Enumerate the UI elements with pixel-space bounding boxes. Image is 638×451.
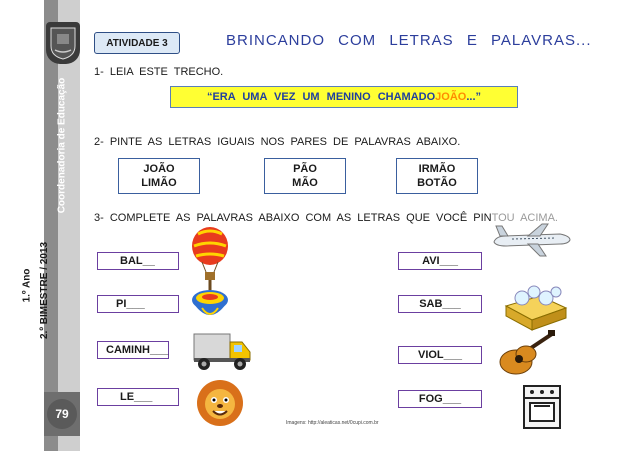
word-blank-left[interactable]: CAMINH___	[97, 341, 169, 359]
city-crest-icon	[46, 22, 80, 64]
lion-icon	[194, 378, 246, 428]
word-blank-left[interactable]: BAL__	[97, 252, 179, 270]
airplane-icon	[492, 222, 572, 258]
word-pair-top: JOÃO	[143, 163, 175, 175]
word-blank-left[interactable]: PI___	[97, 295, 179, 313]
question-2-instruction: 2- PINTE AS LETRAS IGUAIS NOS PARES DE PALAVRAS ABAIXO.	[94, 136, 461, 148]
word-pair-top: IRMÃO	[418, 163, 456, 175]
quote-start: “ERA UMA VEZ UM MENINO CHAMADO	[206, 91, 436, 103]
word-blank-right[interactable]: SAB___	[398, 295, 482, 313]
word-blank-right[interactable]: FOG___	[398, 390, 482, 408]
grade-label: 1.º Ano	[21, 268, 33, 302]
word-pair-box[interactable]	[396, 158, 478, 194]
word-pair-top: PÃO	[293, 163, 317, 175]
activity-tag: ATIVIDADE 3	[94, 32, 180, 54]
word-blank-right[interactable]: VIOL___	[398, 346, 482, 364]
word-pair-box[interactable]	[118, 158, 200, 194]
word-pair-bottom: BOTÃO	[417, 177, 457, 189]
question-1-instruction: 1- LEIA ESTE TRECHO.	[94, 66, 224, 78]
guitar-icon	[496, 330, 556, 376]
stove-icon	[522, 384, 562, 430]
quote-box	[170, 86, 518, 108]
question-3-instruction: 3- COMPLETE AS PALAVRAS ABAIXO COM AS LETRAS QUE VOCÊ PINTOU ACIMA.	[94, 212, 558, 224]
word-blank-left[interactable]: LE___	[97, 388, 179, 406]
truck-icon	[192, 330, 252, 372]
word-pair-bottom: MÃO	[292, 177, 318, 189]
image-credit: Imagens: http://aleaticas.net/0cupi.com.br	[286, 420, 379, 426]
word-blank-right[interactable]: AVI___	[398, 252, 482, 270]
coordination-label: Coordenadoria de Educação	[56, 77, 68, 213]
page-title: BRINCANDO COM LETRAS E PALAVRAS...	[226, 32, 592, 49]
page-number-badge: 79	[44, 392, 80, 436]
sidebar-band-dark	[44, 0, 58, 451]
quote-highlight: JOÃO	[435, 91, 467, 103]
word-pair-box[interactable]	[264, 158, 346, 194]
sidebar-band-light	[58, 0, 80, 451]
soap-icon	[500, 282, 572, 332]
term-label: 2.º BIMESTRE / 2013	[39, 241, 51, 339]
hot-air-balloon-icon	[188, 226, 232, 282]
spinning-top-icon	[190, 280, 230, 328]
word-pair-bottom: LIMÃO	[141, 177, 177, 189]
quote-end: ...”	[466, 91, 482, 103]
sidebar	[0, 0, 88, 451]
